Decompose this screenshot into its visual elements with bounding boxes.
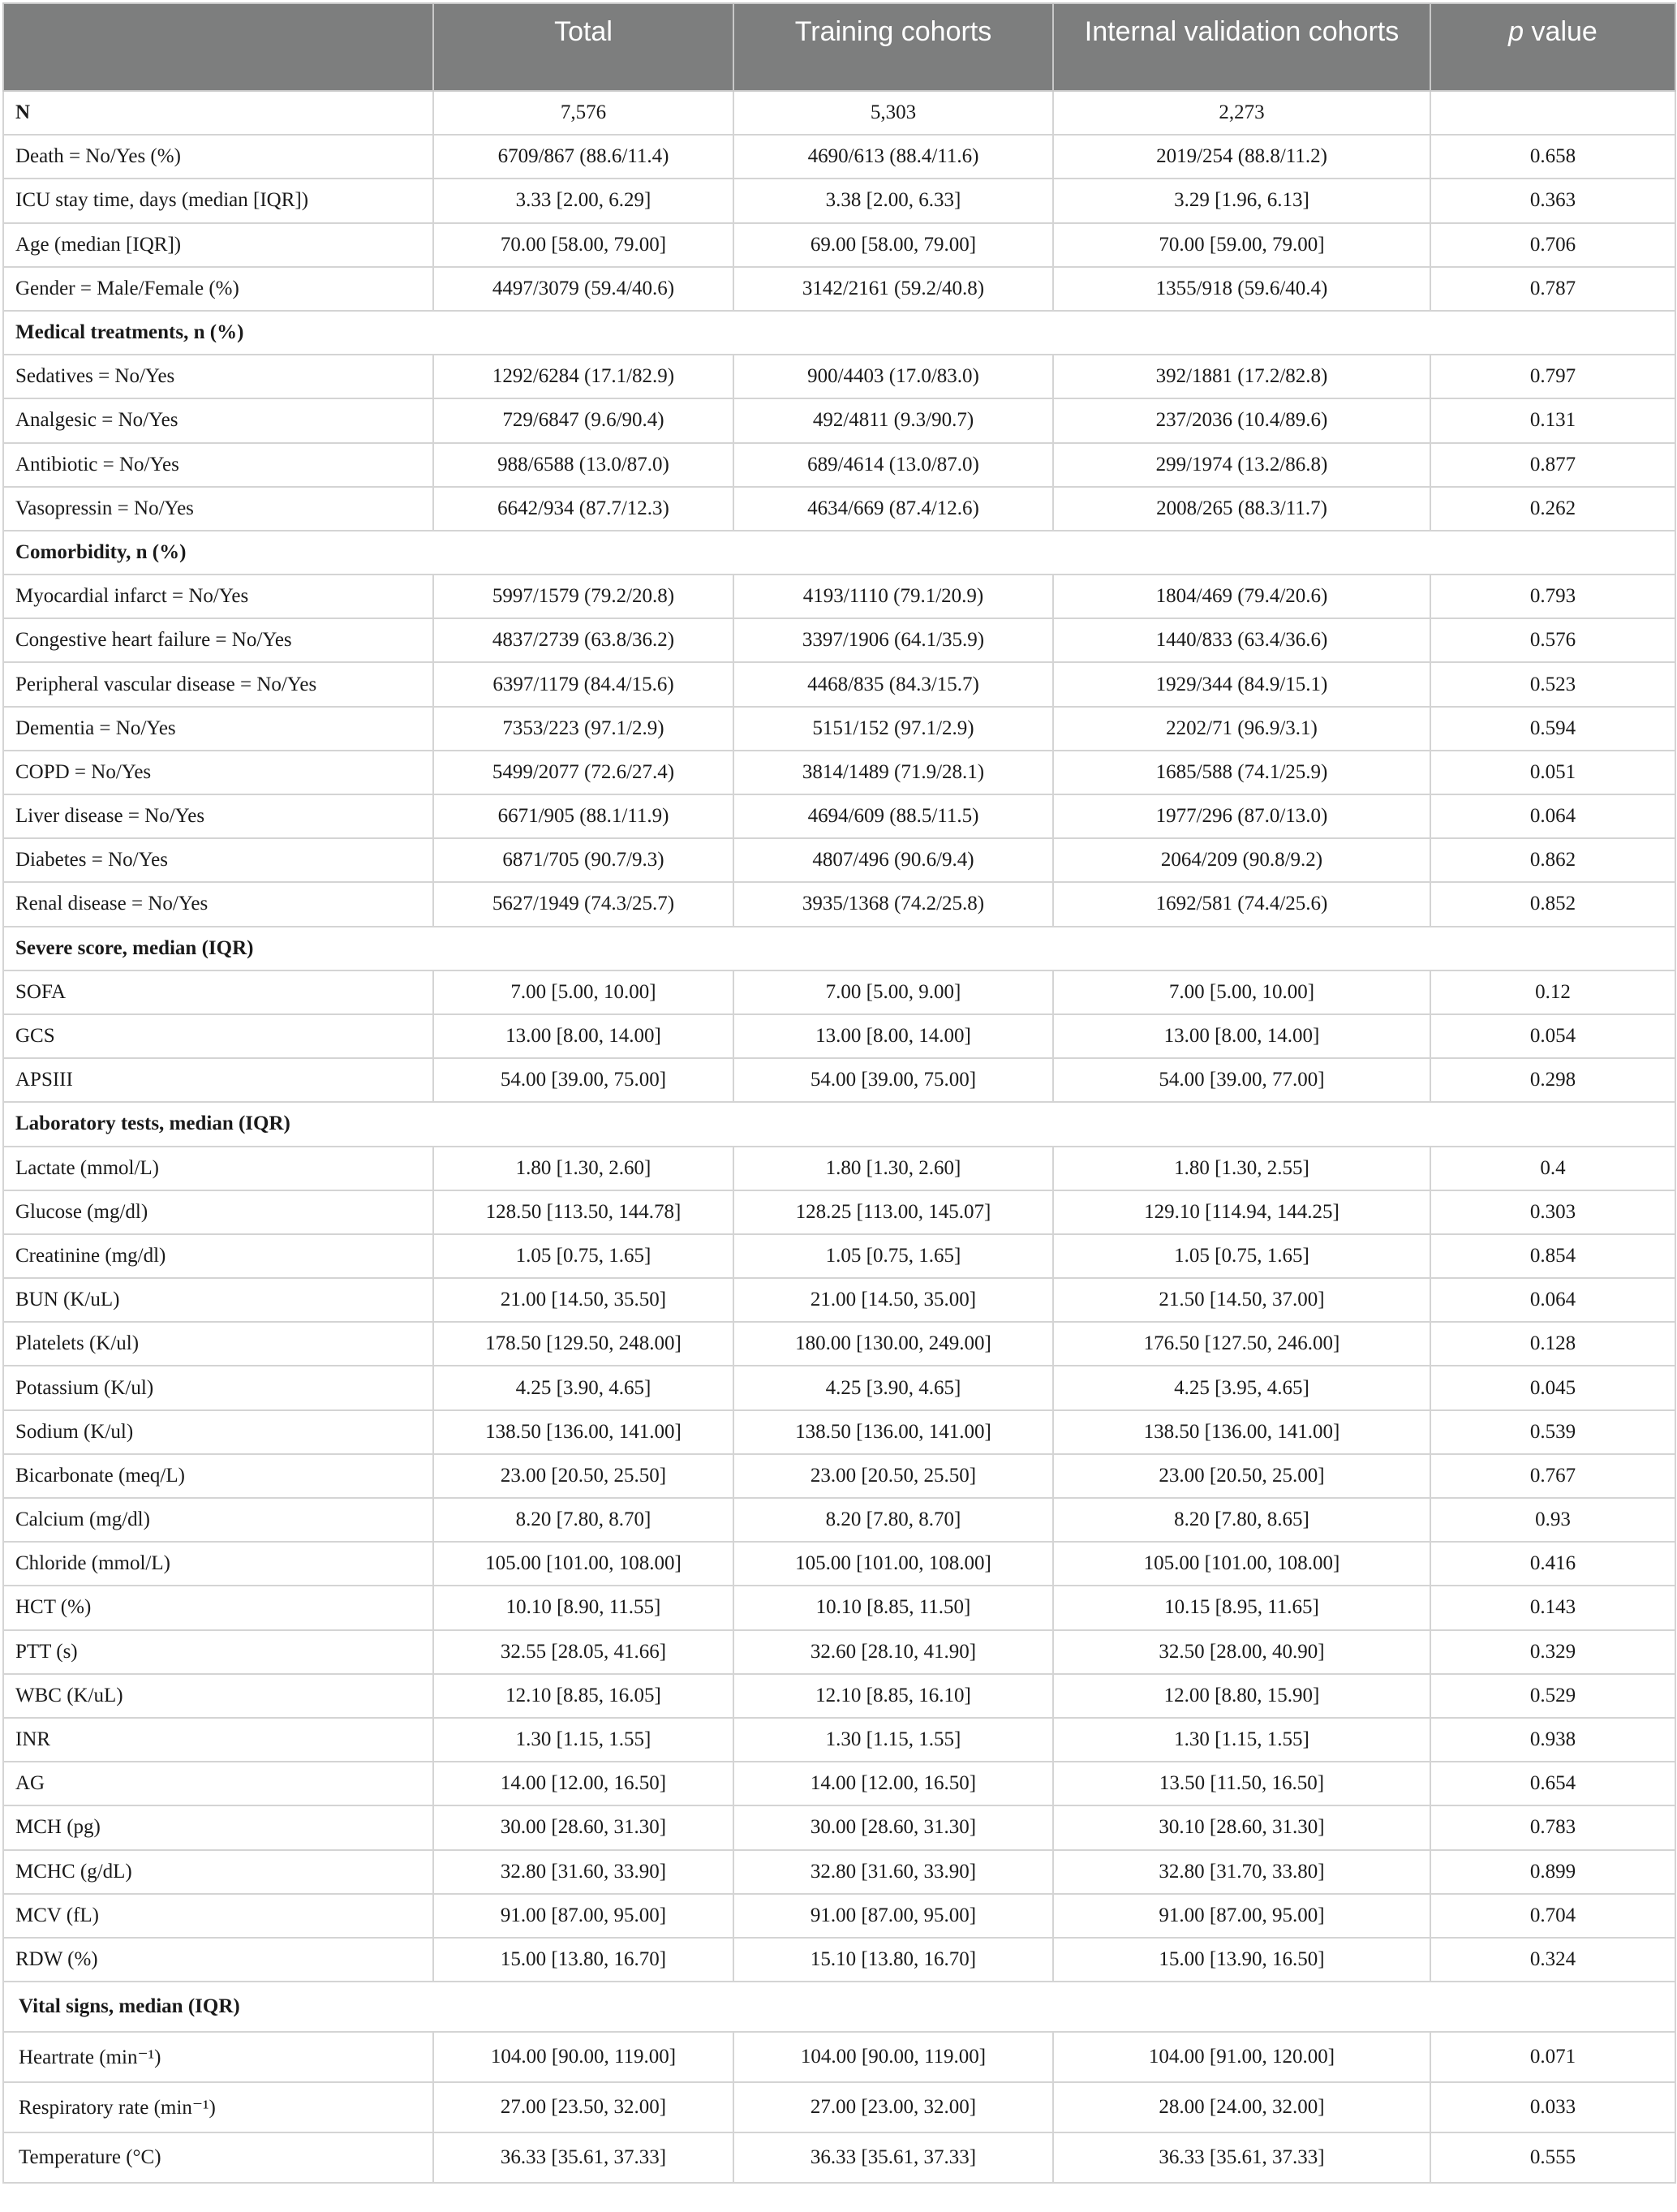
section-header-row xyxy=(3,531,1675,575)
p-value: 0.576 xyxy=(1430,618,1675,662)
table-row xyxy=(3,91,1675,135)
variable-label: AG xyxy=(3,1762,433,1805)
validation-value: 15.00 [13.90, 16.50] xyxy=(1053,1938,1430,1982)
variable-label: Death = No/Yes (%) xyxy=(3,135,433,179)
variable-label: Gender = Male/Female (%) xyxy=(3,267,433,311)
p-value: 0.852 xyxy=(1430,882,1675,926)
training-value: 4634/669 (87.4/12.6) xyxy=(733,487,1053,531)
variable-label: Potassium (K/ul) xyxy=(3,1366,433,1409)
p-value: 0.064 xyxy=(1430,1278,1675,1322)
total-value: 7353/223 (97.1/2.9) xyxy=(433,707,733,751)
total-value: 6709/867 (88.6/11.4) xyxy=(433,135,733,179)
table-row xyxy=(3,1542,1675,1586)
p-value: 0.143 xyxy=(1430,1586,1675,1629)
training-value: 8.20 [7.80, 8.70] xyxy=(733,1498,1053,1542)
p-value: 0.877 xyxy=(1430,443,1675,487)
validation-value: 2008/265 (88.3/11.7) xyxy=(1053,487,1430,531)
total-value: 3.33 [2.00, 6.29] xyxy=(433,179,733,222)
table-row xyxy=(3,1014,1675,1058)
total-value: 988/6588 (13.0/87.0) xyxy=(433,443,733,487)
p-value: 0.045 xyxy=(1430,1366,1675,1409)
validation-value: 28.00 [24.00, 32.00] xyxy=(1053,2082,1430,2132)
validation-value: 13.50 [11.50, 16.50] xyxy=(1053,1762,1430,1805)
table-row xyxy=(3,1630,1675,1674)
validation-value: 1355/918 (59.6/40.4) xyxy=(1053,267,1430,311)
total-value: 10.10 [8.90, 11.55] xyxy=(433,1586,733,1629)
table-row xyxy=(3,1674,1675,1718)
baseline-characteristics-table xyxy=(2,2,1676,2184)
p-value: 0.128 xyxy=(1430,1322,1675,1366)
header-training: Training cohorts xyxy=(733,3,1053,91)
training-value: 32.80 [31.60, 33.90] xyxy=(733,1850,1053,1894)
validation-value: 2202/71 (96.9/3.1) xyxy=(1053,707,1430,751)
training-value: 689/4614 (13.0/87.0) xyxy=(733,443,1053,487)
table-row xyxy=(3,1586,1675,1629)
training-value: 1.05 [0.75, 1.65] xyxy=(733,1234,1053,1278)
total-value: 1.05 [0.75, 1.65] xyxy=(433,1234,733,1278)
total-value: 70.00 [58.00, 79.00] xyxy=(433,223,733,267)
validation-value: 32.50 [28.00, 40.90] xyxy=(1053,1630,1430,1674)
p-value: 0.054 xyxy=(1430,1014,1675,1058)
total-value: 5627/1949 (74.3/25.7) xyxy=(433,882,733,926)
table-row xyxy=(3,1938,1675,1982)
p-value: 0.131 xyxy=(1430,398,1675,442)
p-value: 0.529 xyxy=(1430,1674,1675,1718)
header-p-value xyxy=(1430,3,1675,91)
training-value: 12.10 [8.85, 16.10] xyxy=(733,1674,1053,1718)
total-value: 8.20 [7.80, 8.70] xyxy=(433,1498,733,1542)
p-value: 0.262 xyxy=(1430,487,1675,531)
validation-value: 7.00 [5.00, 10.00] xyxy=(1053,970,1430,1014)
variable-label: MCHC (g/dL) xyxy=(3,1850,433,1894)
validation-value: 1685/588 (74.1/25.9) xyxy=(1053,751,1430,794)
p-value: 0.797 xyxy=(1430,355,1675,398)
training-value: 10.10 [8.85, 11.50] xyxy=(733,1586,1053,1629)
total-value: 5499/2077 (72.6/27.4) xyxy=(433,751,733,794)
header-validation: Internal validation cohorts xyxy=(1053,3,1430,91)
section-title: Severe score, median (IQR) xyxy=(3,927,1675,970)
total-value: 4.25 [3.90, 4.65] xyxy=(433,1366,733,1409)
section-title: Comorbidity, n (%) xyxy=(3,531,1675,575)
section-header-row xyxy=(3,927,1675,970)
validation-value: 8.20 [7.80, 8.65] xyxy=(1053,1498,1430,1542)
training-value: 91.00 [87.00, 95.00] xyxy=(733,1894,1053,1938)
variable-label: Sedatives = No/Yes xyxy=(3,355,433,398)
table-row xyxy=(3,838,1675,882)
p-value: 0.363 xyxy=(1430,179,1675,222)
training-value: 3935/1368 (74.2/25.8) xyxy=(733,882,1053,926)
section-title: Laboratory tests, median (IQR) xyxy=(3,1102,1675,1146)
training-value: 900/4403 (17.0/83.0) xyxy=(733,355,1053,398)
table-row xyxy=(3,1366,1675,1409)
p-value: 0.12 xyxy=(1430,970,1675,1014)
table-row xyxy=(3,618,1675,662)
table-row xyxy=(3,398,1675,442)
table-row xyxy=(3,1322,1675,1366)
header-p-rest: value xyxy=(1524,16,1597,47)
table-row xyxy=(3,2132,1675,2183)
training-value: 104.00 [90.00, 119.00] xyxy=(733,2032,1053,2082)
training-value: 128.25 [113.00, 145.07] xyxy=(733,1190,1053,1234)
p-value: 0.064 xyxy=(1430,794,1675,838)
variable-label: Antibiotic = No/Yes xyxy=(3,443,433,487)
p-value: 0.783 xyxy=(1430,1805,1675,1849)
training-value: 3.38 [2.00, 6.33] xyxy=(733,179,1053,222)
total-value: 178.50 [129.50, 248.00] xyxy=(433,1322,733,1366)
table-header xyxy=(3,3,1675,91)
p-value: 0.033 xyxy=(1430,2082,1675,2132)
total-value: 91.00 [87.00, 95.00] xyxy=(433,1894,733,1938)
training-value: 5151/152 (97.1/2.9) xyxy=(733,707,1053,751)
table-row xyxy=(3,2082,1675,2132)
validation-value: 104.00 [91.00, 120.00] xyxy=(1053,2032,1430,2082)
training-value: 138.50 [136.00, 141.00] xyxy=(733,1410,1053,1454)
validation-value: 12.00 [8.80, 15.90] xyxy=(1053,1674,1430,1718)
training-value: 492/4811 (9.3/90.7) xyxy=(733,398,1053,442)
variable-label: Age (median [IQR]) xyxy=(3,223,433,267)
total-value: 128.50 [113.50, 144.78] xyxy=(433,1190,733,1234)
validation-value: 1.80 [1.30, 2.55] xyxy=(1053,1147,1430,1190)
total-value: 15.00 [13.80, 16.70] xyxy=(433,1938,733,1982)
training-value: 3142/2161 (59.2/40.8) xyxy=(733,267,1053,311)
variable-label: Chloride (mmol/L) xyxy=(3,1542,433,1586)
table-row xyxy=(3,575,1675,618)
p-value: 0.329 xyxy=(1430,1630,1675,1674)
validation-value: 10.15 [8.95, 11.65] xyxy=(1053,1586,1430,1629)
variable-label: Bicarbonate (meq/L) xyxy=(3,1454,433,1498)
variable-label: Congestive heart failure = No/Yes xyxy=(3,618,433,662)
training-value: 105.00 [101.00, 108.00] xyxy=(733,1542,1053,1586)
variable-label: HCT (%) xyxy=(3,1586,433,1629)
table-row xyxy=(3,662,1675,706)
p-value: 0.767 xyxy=(1430,1454,1675,1498)
p-value: 0.658 xyxy=(1430,135,1675,179)
total-value: 729/6847 (9.6/90.4) xyxy=(433,398,733,442)
table-row xyxy=(3,1762,1675,1805)
total-value: 23.00 [20.50, 25.50] xyxy=(433,1454,733,1498)
p-value xyxy=(1430,91,1675,135)
table-row xyxy=(3,882,1675,926)
training-value: 32.60 [28.10, 41.90] xyxy=(733,1630,1053,1674)
validation-value: 2064/209 (90.8/9.2) xyxy=(1053,838,1430,882)
training-value: 36.33 [35.61, 37.33] xyxy=(733,2132,1053,2183)
validation-value: 1977/296 (87.0/13.0) xyxy=(1053,794,1430,838)
total-value: 105.00 [101.00, 108.00] xyxy=(433,1542,733,1586)
training-value: 3814/1489 (71.9/28.1) xyxy=(733,751,1053,794)
total-value: 7,576 xyxy=(433,91,733,135)
header-p-italic: p xyxy=(1508,16,1524,47)
header-blank xyxy=(3,3,433,91)
training-value: 4468/835 (84.3/15.7) xyxy=(733,662,1053,706)
total-value: 36.33 [35.61, 37.33] xyxy=(433,2132,733,2183)
training-value: 4193/1110 (79.1/20.9) xyxy=(733,575,1053,618)
p-value: 0.704 xyxy=(1430,1894,1675,1938)
training-value: 4807/496 (90.6/9.4) xyxy=(733,838,1053,882)
training-value: 69.00 [58.00, 79.00] xyxy=(733,223,1053,267)
table-row xyxy=(3,443,1675,487)
validation-value: 30.10 [28.60, 31.30] xyxy=(1053,1805,1430,1849)
p-value: 0.787 xyxy=(1430,267,1675,311)
p-value: 0.793 xyxy=(1430,575,1675,618)
p-value: 0.862 xyxy=(1430,838,1675,882)
p-value: 0.539 xyxy=(1430,1410,1675,1454)
table-row xyxy=(3,1805,1675,1849)
p-value: 0.93 xyxy=(1430,1498,1675,1542)
variable-label: COPD = No/Yes xyxy=(3,751,433,794)
table-row xyxy=(3,1498,1675,1542)
table-row xyxy=(3,2032,1675,2082)
total-value: 6397/1179 (84.4/15.6) xyxy=(433,662,733,706)
variable-label: Heartrate (min⁻¹) xyxy=(3,2032,433,2082)
total-value: 6871/705 (90.7/9.3) xyxy=(433,838,733,882)
validation-value: 23.00 [20.50, 25.00] xyxy=(1053,1454,1430,1498)
training-value: 15.10 [13.80, 16.70] xyxy=(733,1938,1053,1982)
table-row xyxy=(3,1058,1675,1102)
p-value: 0.854 xyxy=(1430,1234,1675,1278)
training-value: 14.00 [12.00, 16.50] xyxy=(733,1762,1053,1805)
total-value: 1292/6284 (17.1/82.9) xyxy=(433,355,733,398)
table-row xyxy=(3,1278,1675,1322)
validation-value: 1.05 [0.75, 1.65] xyxy=(1053,1234,1430,1278)
table-row xyxy=(3,1410,1675,1454)
p-value: 0.416 xyxy=(1430,1542,1675,1586)
variable-label: ICU stay time, days (median [IQR]) xyxy=(3,179,433,222)
validation-value: 299/1974 (13.2/86.8) xyxy=(1053,443,1430,487)
total-value: 104.00 [90.00, 119.00] xyxy=(433,2032,733,2082)
total-value: 138.50 [136.00, 141.00] xyxy=(433,1410,733,1454)
validation-value: 2019/254 (88.8/11.2) xyxy=(1053,135,1430,179)
header-row xyxy=(3,3,1675,91)
training-value: 7.00 [5.00, 9.00] xyxy=(733,970,1053,1014)
p-value: 0.555 xyxy=(1430,2132,1675,2183)
validation-value: 32.80 [31.70, 33.80] xyxy=(1053,1850,1430,1894)
table-row xyxy=(3,355,1675,398)
validation-value: 36.33 [35.61, 37.33] xyxy=(1053,2132,1430,2183)
total-value: 21.00 [14.50, 35.50] xyxy=(433,1278,733,1322)
table-row xyxy=(3,267,1675,311)
total-value: 6671/905 (88.1/11.9) xyxy=(433,794,733,838)
validation-value: 3.29 [1.96, 6.13] xyxy=(1053,179,1430,222)
validation-value: 21.50 [14.50, 37.00] xyxy=(1053,1278,1430,1322)
variable-label: Analgesic = No/Yes xyxy=(3,398,433,442)
variable-label: PTT (s) xyxy=(3,1630,433,1674)
training-value: 27.00 [23.00, 32.00] xyxy=(733,2082,1053,2132)
variable-label: Myocardial infarct = No/Yes xyxy=(3,575,433,618)
total-value: 13.00 [8.00, 14.00] xyxy=(433,1014,733,1058)
validation-value: 13.00 [8.00, 14.00] xyxy=(1053,1014,1430,1058)
variable-label: Peripheral vascular disease = No/Yes xyxy=(3,662,433,706)
total-value: 12.10 [8.85, 16.05] xyxy=(433,1674,733,1718)
training-value: 23.00 [20.50, 25.50] xyxy=(733,1454,1053,1498)
variable-label: RDW (%) xyxy=(3,1938,433,1982)
variable-label: Liver disease = No/Yes xyxy=(3,794,433,838)
p-value: 0.324 xyxy=(1430,1938,1675,1982)
variable-label: MCH (pg) xyxy=(3,1805,433,1849)
table-row xyxy=(3,707,1675,751)
training-value: 180.00 [130.00, 249.00] xyxy=(733,1322,1053,1366)
section-title: Vital signs, median (IQR) xyxy=(3,1982,1675,2032)
p-value: 0.051 xyxy=(1430,751,1675,794)
p-value: 0.4 xyxy=(1430,1147,1675,1190)
validation-value: 138.50 [136.00, 141.00] xyxy=(1053,1410,1430,1454)
total-value: 32.55 [28.05, 41.66] xyxy=(433,1630,733,1674)
variable-label: Temperature (°C) xyxy=(3,2132,433,2183)
total-value: 1.30 [1.15, 1.55] xyxy=(433,1718,733,1762)
training-value: 1.80 [1.30, 2.60] xyxy=(733,1147,1053,1190)
table-row xyxy=(3,970,1675,1014)
total-value: 1.80 [1.30, 2.60] xyxy=(433,1147,733,1190)
header-total: Total xyxy=(433,3,733,91)
total-value: 7.00 [5.00, 10.00] xyxy=(433,970,733,1014)
total-value: 4497/3079 (59.4/40.6) xyxy=(433,267,733,311)
table-row xyxy=(3,487,1675,531)
validation-value: 1804/469 (79.4/20.6) xyxy=(1053,575,1430,618)
variable-label: Calcium (mg/dl) xyxy=(3,1498,433,1542)
validation-value: 1929/344 (84.9/15.1) xyxy=(1053,662,1430,706)
variable-label: Dementia = No/Yes xyxy=(3,707,433,751)
variable-label: Creatinine (mg/dl) xyxy=(3,1234,433,1278)
table-row xyxy=(3,1894,1675,1938)
validation-value: 91.00 [87.00, 95.00] xyxy=(1053,1894,1430,1938)
p-value: 0.938 xyxy=(1430,1718,1675,1762)
variable-label: Sodium (K/ul) xyxy=(3,1410,433,1454)
table-row xyxy=(3,1190,1675,1234)
table-body xyxy=(3,91,1675,2183)
total-value: 4837/2739 (63.8/36.2) xyxy=(433,618,733,662)
variable-label: Renal disease = No/Yes xyxy=(3,882,433,926)
validation-value: 54.00 [39.00, 77.00] xyxy=(1053,1058,1430,1102)
total-value: 5997/1579 (79.2/20.8) xyxy=(433,575,733,618)
validation-value: 1440/833 (63.4/36.6) xyxy=(1053,618,1430,662)
variable-label: WBC (K/uL) xyxy=(3,1674,433,1718)
training-value: 30.00 [28.60, 31.30] xyxy=(733,1805,1053,1849)
variable-label: GCS xyxy=(3,1014,433,1058)
table-row xyxy=(3,1234,1675,1278)
training-value: 4694/609 (88.5/11.5) xyxy=(733,794,1053,838)
variable-label: N xyxy=(3,91,433,135)
p-value: 0.298 xyxy=(1430,1058,1675,1102)
validation-value: 392/1881 (17.2/82.8) xyxy=(1053,355,1430,398)
table-row xyxy=(3,1454,1675,1498)
p-value: 0.594 xyxy=(1430,707,1675,751)
p-value: 0.071 xyxy=(1430,2032,1675,2082)
validation-value: 2,273 xyxy=(1053,91,1430,135)
variable-label: Respiratory rate (min⁻¹) xyxy=(3,2082,433,2132)
validation-value: 237/2036 (10.4/89.6) xyxy=(1053,398,1430,442)
variable-label: APSIII xyxy=(3,1058,433,1102)
total-value: 30.00 [28.60, 31.30] xyxy=(433,1805,733,1849)
validation-value: 105.00 [101.00, 108.00] xyxy=(1053,1542,1430,1586)
training-value: 1.30 [1.15, 1.55] xyxy=(733,1718,1053,1762)
total-value: 27.00 [23.50, 32.00] xyxy=(433,2082,733,2132)
validation-value: 4.25 [3.95, 4.65] xyxy=(1053,1366,1430,1409)
table-row xyxy=(3,223,1675,267)
table-row xyxy=(3,794,1675,838)
validation-value: 70.00 [59.00, 79.00] xyxy=(1053,223,1430,267)
p-value: 0.899 xyxy=(1430,1850,1675,1894)
training-value: 4690/613 (88.4/11.6) xyxy=(733,135,1053,179)
training-value: 54.00 [39.00, 75.00] xyxy=(733,1058,1053,1102)
total-value: 32.80 [31.60, 33.90] xyxy=(433,1850,733,1894)
p-value: 0.303 xyxy=(1430,1190,1675,1234)
total-value: 6642/934 (87.7/12.3) xyxy=(433,487,733,531)
total-value: 14.00 [12.00, 16.50] xyxy=(433,1762,733,1805)
table-row xyxy=(3,1147,1675,1190)
variable-label: Lactate (mmol/L) xyxy=(3,1147,433,1190)
total-value: 54.00 [39.00, 75.00] xyxy=(433,1058,733,1102)
training-value: 4.25 [3.90, 4.65] xyxy=(733,1366,1053,1409)
validation-value: 1.30 [1.15, 1.55] xyxy=(1053,1718,1430,1762)
table-row xyxy=(3,135,1675,179)
training-value: 13.00 [8.00, 14.00] xyxy=(733,1014,1053,1058)
table-row xyxy=(3,1718,1675,1762)
table-row xyxy=(3,179,1675,222)
validation-value: 129.10 [114.94, 144.25] xyxy=(1053,1190,1430,1234)
table-row xyxy=(3,1850,1675,1894)
variable-label: Glucose (mg/dl) xyxy=(3,1190,433,1234)
variable-label: BUN (K/uL) xyxy=(3,1278,433,1322)
section-header-row xyxy=(3,1102,1675,1146)
section-header-row xyxy=(3,1982,1675,2032)
training-value: 3397/1906 (64.1/35.9) xyxy=(733,618,1053,662)
section-header-row xyxy=(3,311,1675,355)
variable-label: INR xyxy=(3,1718,433,1762)
variable-label: SOFA xyxy=(3,970,433,1014)
training-value: 21.00 [14.50, 35.00] xyxy=(733,1278,1053,1322)
table-row xyxy=(3,751,1675,794)
p-value: 0.706 xyxy=(1430,223,1675,267)
validation-value: 176.50 [127.50, 246.00] xyxy=(1053,1322,1430,1366)
variable-label: Platelets (K/ul) xyxy=(3,1322,433,1366)
p-value: 0.523 xyxy=(1430,662,1675,706)
validation-value: 1692/581 (74.4/25.6) xyxy=(1053,882,1430,926)
p-value: 0.654 xyxy=(1430,1762,1675,1805)
variable-label: Diabetes = No/Yes xyxy=(3,838,433,882)
variable-label: MCV (fL) xyxy=(3,1894,433,1938)
training-value: 5,303 xyxy=(733,91,1053,135)
section-title: Medical treatments, n (%) xyxy=(3,311,1675,355)
variable-label: Vasopressin = No/Yes xyxy=(3,487,433,531)
